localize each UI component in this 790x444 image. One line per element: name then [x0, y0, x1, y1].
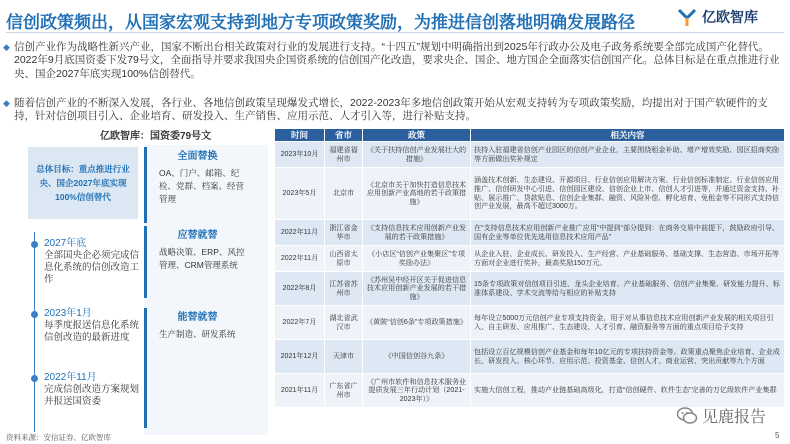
wechat-icon [676, 405, 698, 427]
cell-region: 天津市 [325, 340, 363, 374]
header-time: 时间 [275, 129, 325, 142]
cell-time: 2023年10月 [275, 142, 325, 168]
timeline-item [44, 372, 144, 408]
table-row [275, 142, 785, 168]
cell-time: 2022年8月 [275, 272, 325, 306]
category-desc: 生产制造、研发系统 [159, 329, 236, 339]
timeline-dot-icon [31, 375, 38, 382]
timeline-year: 2027年底 [44, 238, 87, 249]
diamond-bullet-icon: ◆ [3, 98, 10, 108]
goal-text: 总体目标：重点推进行业央、国企2027年底实现100%信创替代 [36, 164, 130, 202]
category-should-replace [144, 226, 248, 298]
table-row [275, 306, 785, 340]
header-policy: 政策 [363, 129, 471, 142]
table-row [275, 168, 785, 220]
cell-content: 15条专项政策对信创项目引进、龙头企业培育、产业基础服务、信创产业集聚、研发能力提升、标准体系建设、学术交流等给与相应的补贴支持 [471, 272, 785, 306]
cell-region: 浙江省金华市 [325, 220, 363, 246]
logo-text: 亿欧智库 [702, 9, 758, 25]
cell-content: 在“支持信息技术应用创新产业推广应用”中提到“部分提到：在商务交易中前提下，鼓励政府引导、国有企业等单位优先选用信息技术应用产品” [471, 220, 785, 246]
category-title: 能替就替 [177, 312, 218, 323]
logo [676, 6, 758, 28]
cell-time: 2023年5月 [275, 168, 325, 220]
timeline-desc: 全部国央企必须完成信息化系统的信创改造工作 [44, 250, 140, 285]
category-full-replace [144, 147, 248, 223]
timeline-desc: 完成信创改造方案规划并报送国资委 [44, 384, 140, 407]
category-can-replace [144, 308, 248, 428]
page-number: 5 [775, 431, 780, 440]
cell-region: 湖北省武汉市 [325, 306, 363, 340]
diamond-bullet-icon: ◆ [3, 42, 10, 52]
page-title: 信创政策频出，从国家宏观支持到地方专项政策奖励，为推进信创落地明确发展路径 [6, 13, 635, 32]
cell-policy: 《广州市软件和信息技术服务业提质发展三年行动计划（2021-2023年）》 [363, 374, 471, 408]
category-desc: OA、门户、邮箱、纪检、党群、档案、经营管理 [159, 168, 245, 204]
timeline-dot-icon [31, 241, 38, 248]
timeline-item [44, 308, 144, 344]
cell-content: 包括设立百亿规模信创产业基金和每年10亿元的专项扶持资金等。政策重点聚焦企业培育、企业成长、研发投入、核心环节、应用示范、投资基金、信创人才、商业运营、突出贡献等九个方面 [471, 340, 785, 374]
cell-content: 从企业入驻、企业成长、研发投入、生产经营、产业基础服务、基础支撑、生态营造、市场开拓等方面对企业进行奖补，最高奖励150万元。 [471, 246, 785, 272]
cell-time: 2022年7月 [275, 306, 325, 340]
table-row [275, 374, 785, 408]
timeline-year: 2023年1月 [44, 308, 92, 319]
cell-time: 2021年12月 [275, 340, 325, 374]
category-title: 全面替换 [177, 151, 218, 162]
cell-time: 2021年11月 [275, 374, 325, 408]
table-row [275, 340, 785, 374]
bullet-paragraph-1 [3, 41, 784, 81]
category-title: 应替就替 [177, 230, 218, 241]
cell-content: 扶持入驻福建省信创产业园区的信创产业企业，主要围绕租金补助、增产增效奖励、园区招商奖励等方面做出奖补规定 [471, 142, 785, 168]
table-row [275, 272, 785, 306]
cell-content: 每年设立5000万元信创产业专项支持资金，用于对从事信息技术应用创新产业发展的相关项目引入、自主研发、应用推广、生态建设、人才引育、融资服务等方面的重点项目给予支持 [471, 306, 785, 340]
cell-policy: 《中国信创谷九条》 [363, 340, 471, 374]
watermark-text: 见鹿报告 [702, 409, 767, 426]
cell-policy: 《关于扶持信创产业发展壮大的措施》 [363, 142, 471, 168]
cell-region: 江苏省苏州市 [325, 272, 363, 306]
cell-region: 福建省福州市 [325, 142, 363, 168]
cell-policy: 《支持信息技术应用创新产业发展的若干政策措施》 [363, 220, 471, 246]
header-content: 相关内容 [471, 129, 785, 142]
cell-policy: 《黄陂“信创6条”专项政策措施》 [363, 306, 471, 340]
cell-region: 广东省广州市 [325, 374, 363, 408]
timeline-desc: 每季度报送信息化系统信创改造的最新进度 [44, 320, 140, 343]
source-footer: 资料来源：安信证券、亿欧智库 [6, 433, 111, 442]
table-row [275, 220, 785, 246]
cell-time: 2022年11月 [275, 220, 325, 246]
category-desc: 战略决策、ERP、风控管理、CRM管理系统 [159, 247, 245, 270]
table-row [275, 246, 785, 272]
cell-policy: 《苏州吴中经开区关于促进信息技术应用创新产业发展的若干措施》 [363, 272, 471, 306]
bullet-text: 随着信创产业的不断深入发展，各行业、各地信创政策呈现爆发式增长，2022-2023年多地信创政策开始从宏观支持转为专项政策奖励，均提出对于国产软硬件的支持，针对信创项目引入、企业培育、研发投入、生产销售、应用示范、人才引入等，进行补贴支持。 [14, 97, 768, 123]
goal-box [28, 147, 138, 219]
cell-content: 实施大信创工程，推动产业链基础高级化，打造“信创硬件、软件生态”完善的万亿级软件产业集群 [471, 374, 785, 408]
cell-region: 北京市 [325, 168, 363, 220]
source-label: 亿欧智库：国资委79号文 [100, 131, 212, 142]
timeline-line [34, 232, 35, 432]
bullet-paragraph-2 [3, 97, 784, 124]
cell-time: 2022年11月 [275, 246, 325, 272]
timeline-item [44, 238, 144, 286]
yiou-logo-icon [676, 6, 698, 28]
title-divider [6, 32, 784, 33]
watermark [676, 404, 766, 427]
timeline [28, 226, 138, 444]
bullet-text: 信创产业作为战略性新兴产业，国家不断出台相关政策对行业的发展进行支持。“十四五”规划中明确指出到2025年行政办公及电子政务系统要全部完成国产化替代。2022年9月底国资委下发79号文，全面指导并要求我国央企国资系统的信创国产化改造，要求央企、国企、地方国企全面落实信创国产化。总体目标是在重点推进行业央、国企2027年底实现100%信创替代。 [14, 41, 780, 80]
policy-table [274, 128, 785, 408]
cell-content: 涵盖技术创新、生态建设、开源项目、行业信创应用解决方案、行业信创标准制定、行业信创应用推广、信创研发中心引进、信创园区建设、信创企业上市、信创人才引进等，并通过资金支持、补贴、展示推广、贷款贴息、信创企业集群、融资、风险补偿、孵化培育、免租金等不同形式支持信创产业发展，最高不超过3000万。 [471, 168, 785, 220]
cell-policy: 《北京市关于加快打造信息技术应用创新产业高地的若干政策措施》 [363, 168, 471, 220]
header-region: 省市 [325, 129, 363, 142]
timeline-dot-icon [31, 311, 38, 318]
timeline-year: 2022年11月 [44, 372, 97, 383]
cell-region: 山西省太原市 [325, 246, 363, 272]
cell-policy: 《小店区“信创产业集聚区”专项奖励办法》 [363, 246, 471, 272]
table-header-row [275, 129, 785, 142]
